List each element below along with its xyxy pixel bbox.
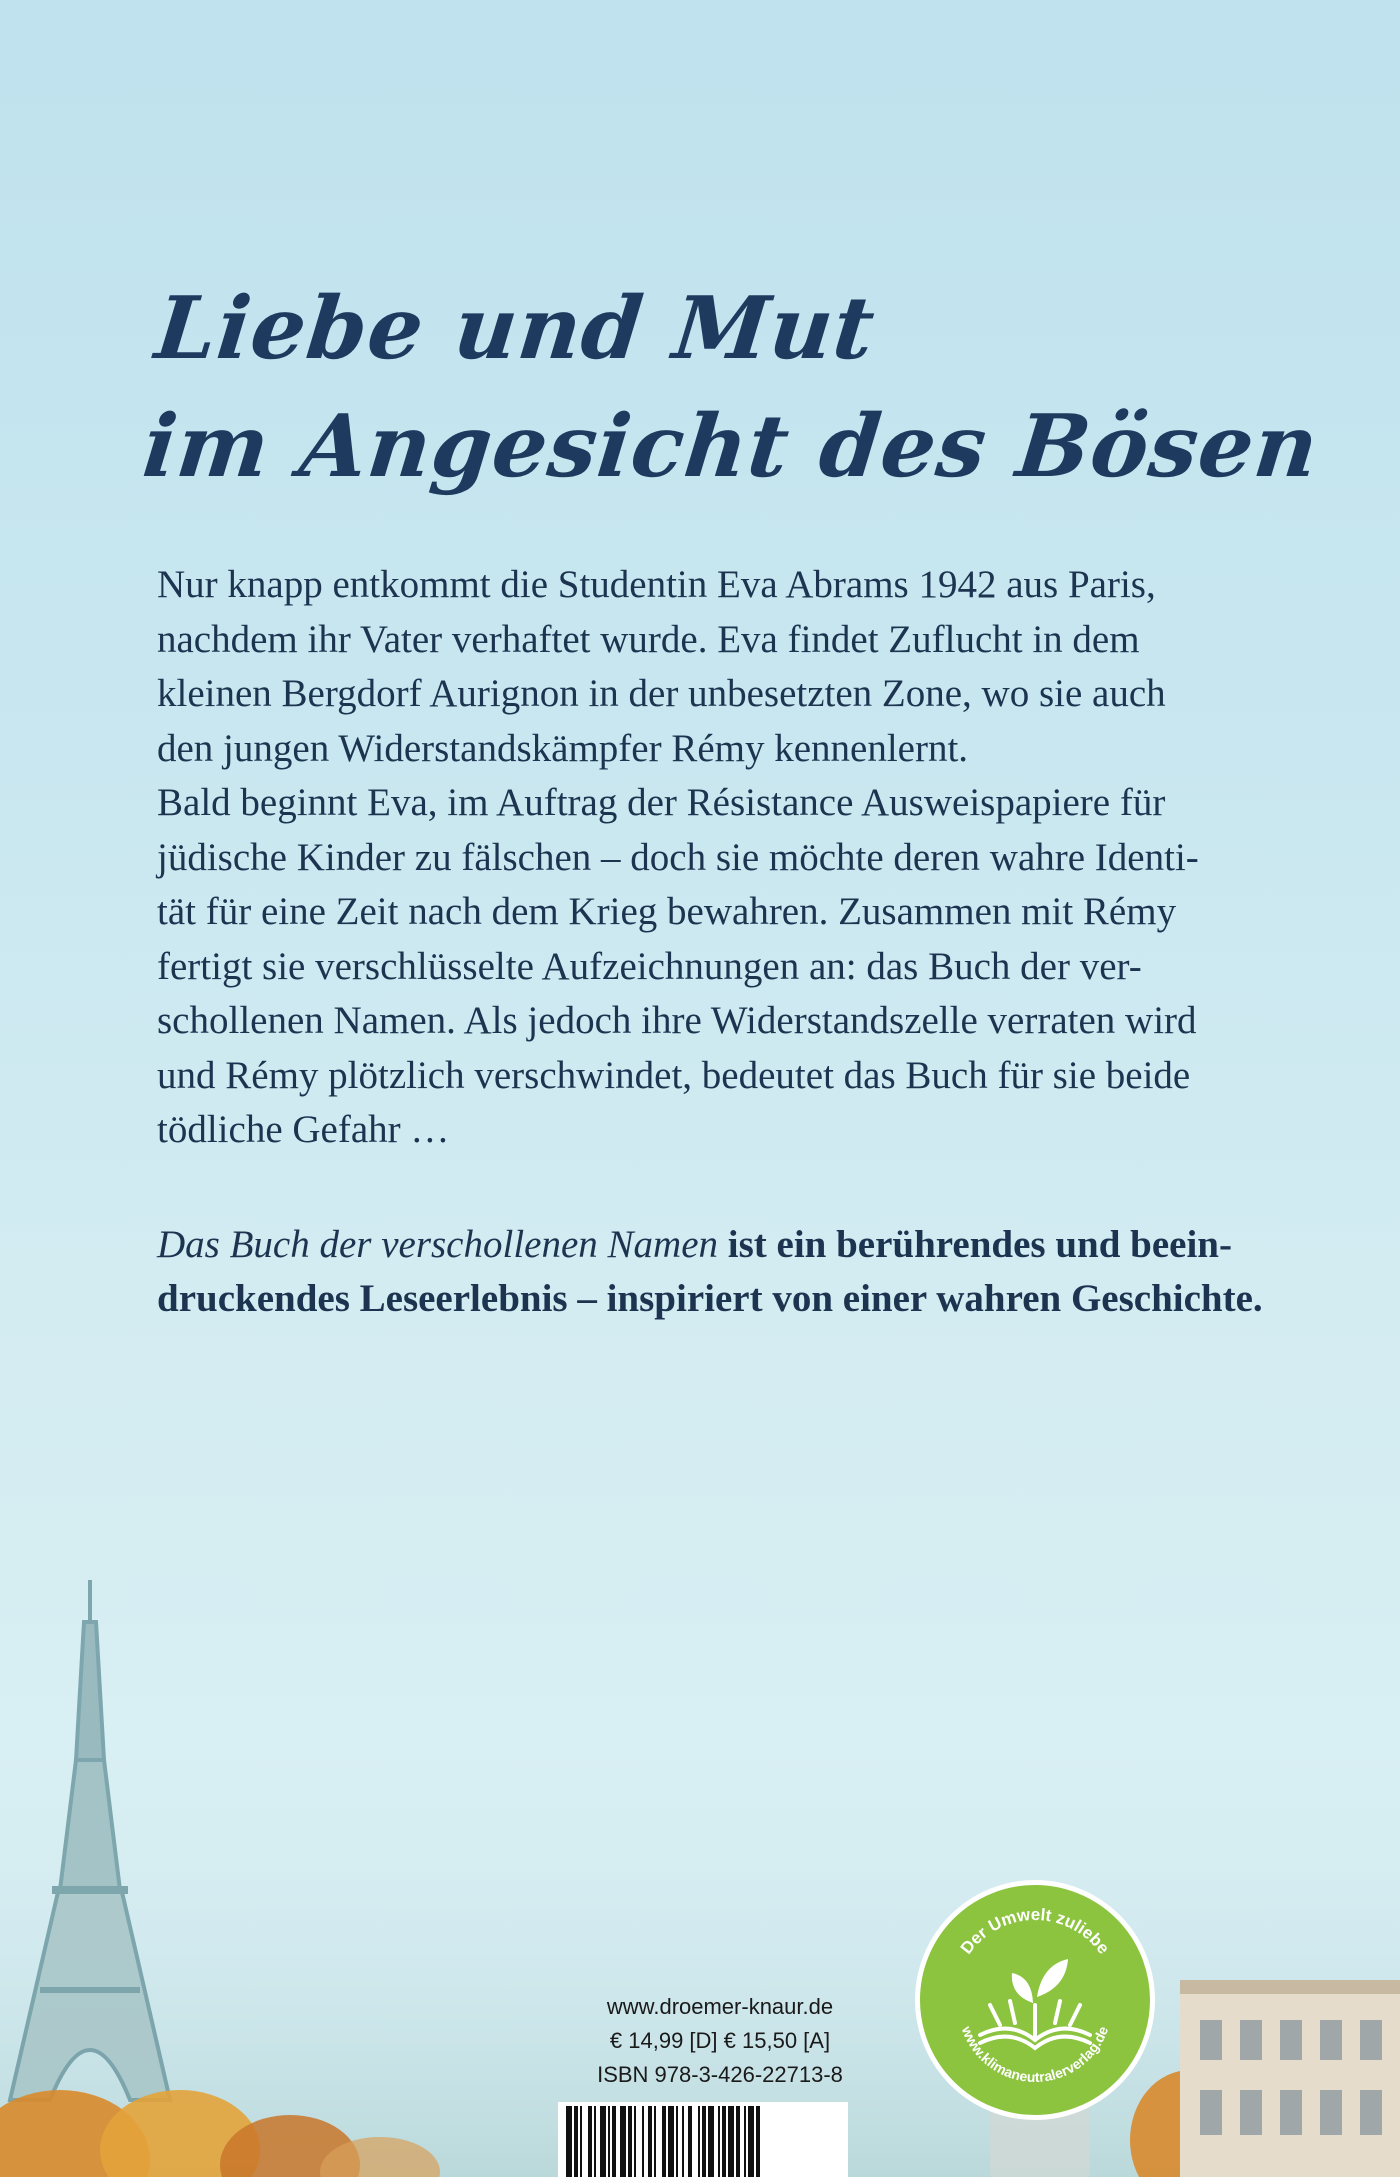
barcode-bar [642, 2106, 644, 2177]
publisher-website: www.droemer-knaur.de [606, 1994, 834, 2019]
barcode-bar [688, 2106, 692, 2177]
barcode-bar [628, 2106, 632, 2177]
blurb-line: tät für eine Zeit nach dem Krieg bewahren. Zusammen mit Rémy [157, 890, 1177, 933]
blurb-line: kleinen Bergdorf Aurignon in der unbesetzten Zone, wo sie auch [157, 672, 1166, 715]
eco-badge-graphic [920, 1885, 1150, 2115]
barcode-bar [600, 2106, 606, 2177]
barcode-bar [698, 2106, 700, 2177]
blurb-line: jüdische Kinder zu fälschen – doch sie möchte deren wahre Identi- [157, 835, 1199, 879]
blurb-text [157, 558, 1267, 1158]
blurb-line: schollenen Namen. Als jedoch ihre Widerstandszelle verraten wird [157, 999, 1197, 1042]
barcode-bar [718, 2106, 720, 2177]
leaf-left-icon [1012, 1973, 1033, 2003]
tagline [157, 1218, 1277, 1326]
barcode-bar [744, 2106, 746, 2177]
barcode-bar [708, 2106, 714, 2177]
barcode-bar [668, 2106, 674, 2177]
barcode-bar [736, 2106, 740, 2177]
barcode-bar [654, 2106, 656, 2177]
blurb-line: Bald beginnt Eva, im Auftrag der Résistance Ausweispapiere für [157, 781, 1166, 824]
barcode-bar [594, 2106, 596, 2177]
barcode-bar [648, 2106, 652, 2177]
headline-line-1: Liebe und Mut [150, 278, 880, 379]
headline [138, 270, 1324, 506]
blurb-line: den jungen Widerstandskämpfer Rémy kennenlernt. [157, 726, 969, 770]
barcode-bar [722, 2106, 726, 2177]
blurb-line: und Rémy plötzlich verschwindet, bedeutet das Buch für sie beide [157, 1053, 1191, 1097]
barcode-bar [620, 2106, 626, 2177]
barcode-bar [756, 2106, 760, 2177]
badge-top-text: Der Umwelt zuliebe [956, 1904, 1114, 1958]
barcode-bar [676, 2106, 678, 2177]
leaf-right-icon [1037, 1959, 1068, 1997]
barcode-bar [580, 2106, 582, 2177]
barcode-bar [588, 2106, 592, 2177]
eco-badge [915, 1880, 1155, 2120]
barcode-bar [634, 2106, 636, 2177]
isbn: ISBN 978-3-426-22713-8 [597, 2062, 843, 2087]
blurb-line: nachdem ihr Vater verhaftet wurde. Eva findet Zuflucht in dem [157, 617, 1140, 661]
barcode-bar [682, 2106, 684, 2177]
badge-bottom-text: www.klimaneutralerverlag.de [958, 2023, 1112, 2086]
barcode-bar [662, 2106, 666, 2177]
eiffel-tower-icon [10, 1580, 170, 2100]
blurb-line: fertigt sie verschlüsselte Aufzeichnungen an: das Buch der ver- [157, 944, 1142, 988]
barcode-bar [748, 2106, 754, 2177]
barcode-bar [702, 2106, 706, 2177]
tagline-line-1 [157, 1218, 1277, 1272]
blurb-line: Nur knapp entkommt die Studentin Eva Abrams 1942 aus Paris, [157, 563, 1156, 606]
barcode-bar [608, 2106, 610, 2177]
barcode-bar [728, 2106, 734, 2177]
barcode-icon [558, 2102, 848, 2177]
barcode-bar [612, 2106, 616, 2177]
publisher-info [570, 1990, 870, 2092]
book-title: Das Buch der verschollenen Namen [157, 1223, 719, 1266]
blurb-line: tödliche Gefahr … [157, 1108, 450, 1151]
book-leaf-icon [980, 2001, 1090, 2048]
tagline-line-2: druckendes Leseerlebnis – inspiriert von einer wahren Geschichte. [157, 1277, 1263, 1320]
headline-line-2: im Angesicht des Bösen [138, 396, 1324, 497]
tagline-line-1-rest: ist ein berührendes und beein- [718, 1223, 1232, 1266]
barcode-bar [574, 2106, 578, 2177]
price: € 14,99 [D] € 15,50 [A] [609, 2028, 831, 2053]
barcode-bar [566, 2106, 572, 2177]
barcode-bars [558, 2102, 848, 2177]
